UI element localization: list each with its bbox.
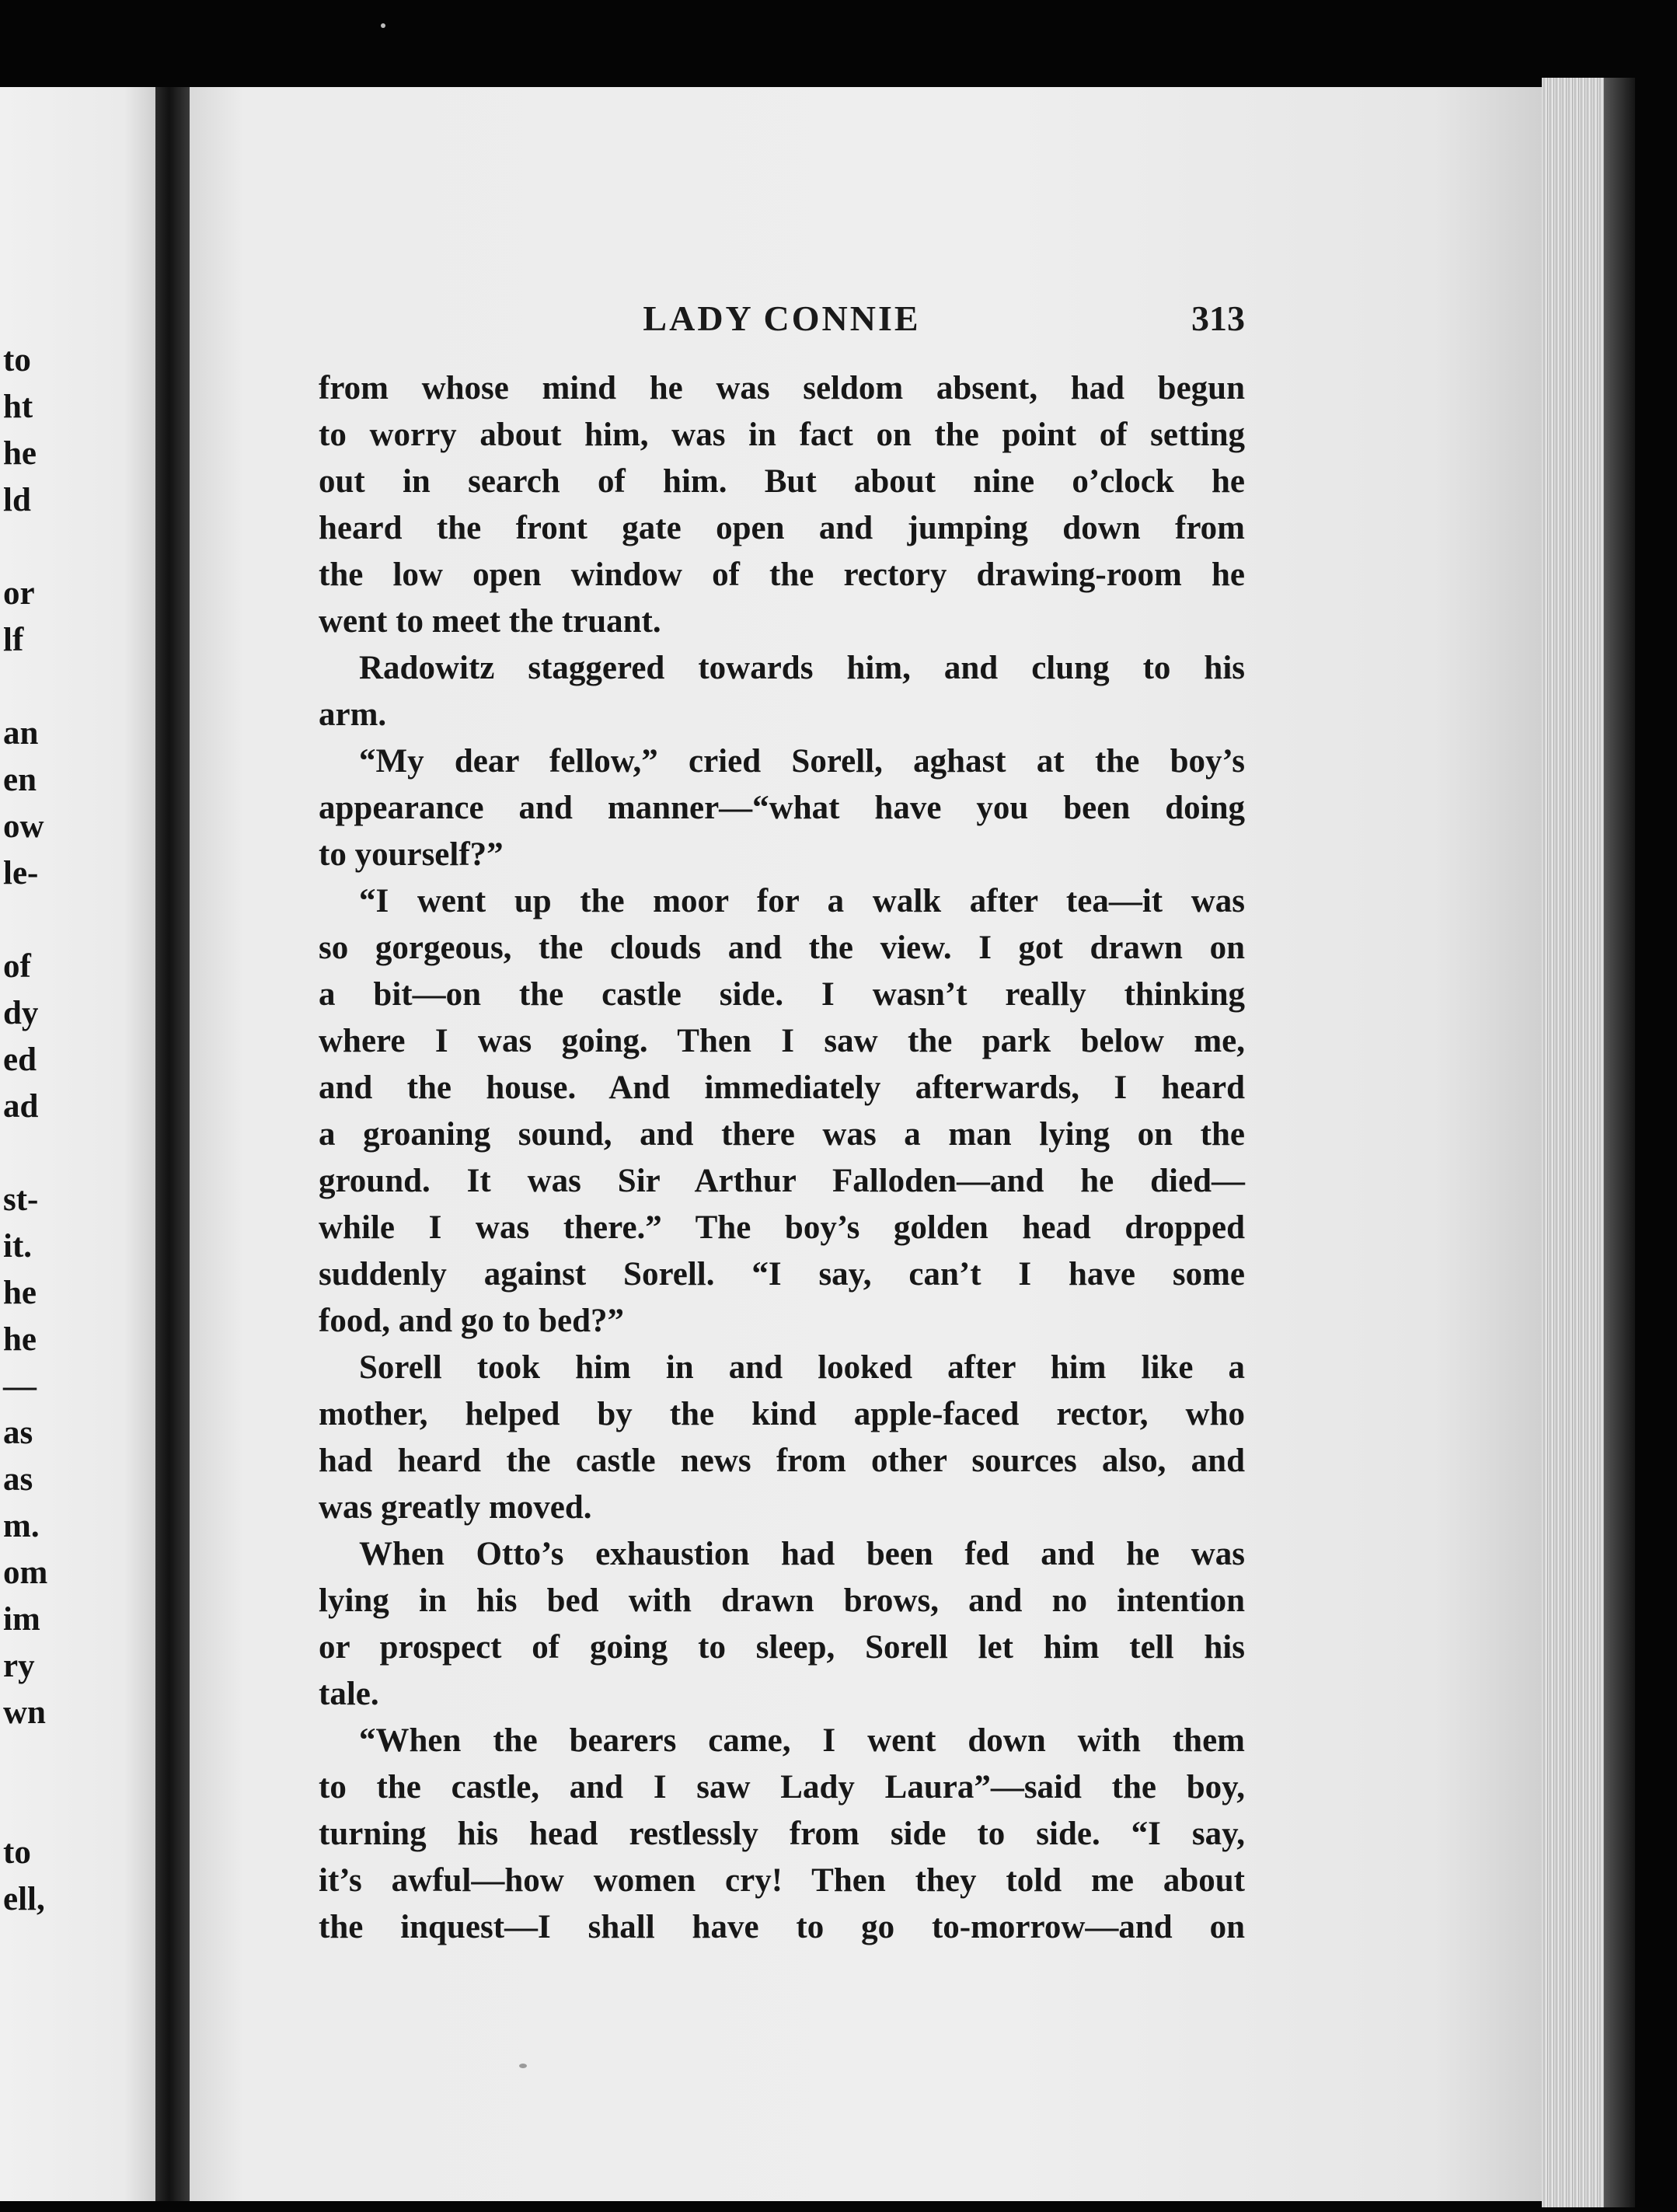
text-line: went to meet the truant.	[319, 603, 661, 640]
left-page-fragment: st-	[3, 1181, 39, 1218]
text-line: heard the front gate open and jumping down from	[319, 510, 1245, 546]
text-line: food, and go to bed?”	[319, 1303, 625, 1339]
text-line: was greatly moved.	[319, 1489, 592, 1526]
left-page-fragment: of	[3, 948, 31, 985]
text-line: or prospect of going to sleep, Sorell let him tell his	[319, 1629, 1245, 1666]
text-line: it’s awful—how women cry! Then they told me about	[319, 1862, 1245, 1899]
text-line: had heard the castle news from other sources also, and	[319, 1443, 1245, 1479]
left-page-fragment: an	[3, 715, 39, 752]
text-line: Sorell took him in and looked after him like a	[359, 1349, 1245, 1386]
text-line: lying in his bed with drawn brows, and no intention	[319, 1582, 1245, 1619]
left-page-fragment: m.	[3, 1508, 40, 1544]
left-page-fragment: ell,	[3, 1881, 45, 1917]
text-line: mother, helped by the kind apple-faced rector, who	[319, 1396, 1245, 1432]
text-line: a groaning sound, and there was a man lying on the	[319, 1116, 1245, 1153]
left-page-fragment: it.	[3, 1228, 33, 1265]
left-page-fragment: he	[3, 435, 37, 472]
page-number: 313	[1191, 298, 1245, 338]
left-page-fragment: as	[3, 1461, 33, 1498]
page-edge-shadow	[1604, 78, 1635, 2207]
text-line: “I went up the moor for a walk after tea—it was	[359, 883, 1245, 919]
text-line: Radowitz staggered towards him, and clung to his	[359, 650, 1245, 686]
left-page-fragment: le-	[3, 855, 39, 891]
left-page-fragment: im	[3, 1601, 40, 1638]
left-page-fragment: he	[3, 1321, 37, 1358]
left-facing-page	[0, 87, 155, 2201]
text-line: and the house. And immediately afterwards, I heard	[319, 1069, 1245, 1106]
left-page-fragment: —	[3, 1368, 37, 1404]
left-page-fragment: dy	[3, 995, 39, 1031]
running-head	[319, 298, 1245, 341]
text-line: When Otto’s exhaustion had been fed and he was	[359, 1536, 1245, 1572]
text-line: “When the bearers came, I went down with them	[359, 1722, 1245, 1759]
page-edge-stack	[1542, 78, 1604, 2207]
left-page-fragment: as	[3, 1415, 33, 1451]
text-line: arm.	[319, 696, 387, 733]
text-line: appearance and manner—“what have you been doing	[319, 790, 1245, 826]
text-line: “My dear fellow,” cried Sorell, aghast at the boy’s	[359, 743, 1245, 780]
left-page-fragment: to	[3, 1834, 31, 1871]
text-line: out in search of him. But about nine o’clock he	[319, 463, 1245, 500]
left-page-fragment: or	[3, 575, 35, 612]
text-line: a bit—on the castle side. I wasn’t really thinking	[319, 976, 1245, 1013]
text-line: the low open window of the rectory drawing-room he	[319, 556, 1245, 593]
text-line: to worry about him, was in fact on the point of setting	[319, 417, 1245, 453]
text-line: from whose mind he was seldom absent, had begun	[319, 370, 1245, 406]
dust-speck	[381, 23, 385, 28]
text-line: turning his head restlessly from side to side. “I say,	[319, 1816, 1245, 1852]
left-page-fragment: en	[3, 762, 37, 798]
left-page-fragment: to	[3, 342, 31, 379]
text-line: while I was there.” The boy’s golden head dropped	[319, 1209, 1245, 1246]
left-page-fragment: ry	[3, 1648, 35, 1684]
left-page-fragment: ht	[3, 389, 33, 425]
left-page-fragment: lf	[3, 622, 24, 658]
left-page-fragment: ow	[3, 808, 44, 845]
left-page-fragment: ad	[3, 1088, 39, 1125]
book-gutter	[155, 87, 190, 2201]
text-line: ground. It was Sir Arthur Falloden—and he died—	[319, 1163, 1245, 1199]
left-page-text-fragments	[3, 87, 155, 2201]
left-page-fragment: ed	[3, 1041, 37, 1078]
text-line: where I was going. Then I saw the park below me,	[319, 1023, 1245, 1059]
left-page-fragment: ld	[3, 482, 31, 518]
left-page-fragment: om	[3, 1554, 48, 1591]
text-line: to yourself?”	[319, 836, 504, 873]
text-line: to the castle, and I saw Lady Laura”—said the boy,	[319, 1769, 1245, 1806]
left-page-fragment: he	[3, 1275, 37, 1311]
left-page-fragment: wn	[3, 1694, 46, 1731]
text-line: the inquest—I shall have to go to-morrow—and on	[319, 1909, 1245, 1945]
text-line: tale.	[319, 1676, 379, 1712]
ink-smudge	[519, 2064, 527, 2068]
text-line: so gorgeous, the clouds and the view. I got drawn on	[319, 930, 1245, 966]
body-text	[319, 365, 1245, 1951]
book-title: LADY CONNIE	[643, 298, 921, 338]
text-line: suddenly against Sorell. “I say, can’t I have some	[319, 1256, 1245, 1293]
